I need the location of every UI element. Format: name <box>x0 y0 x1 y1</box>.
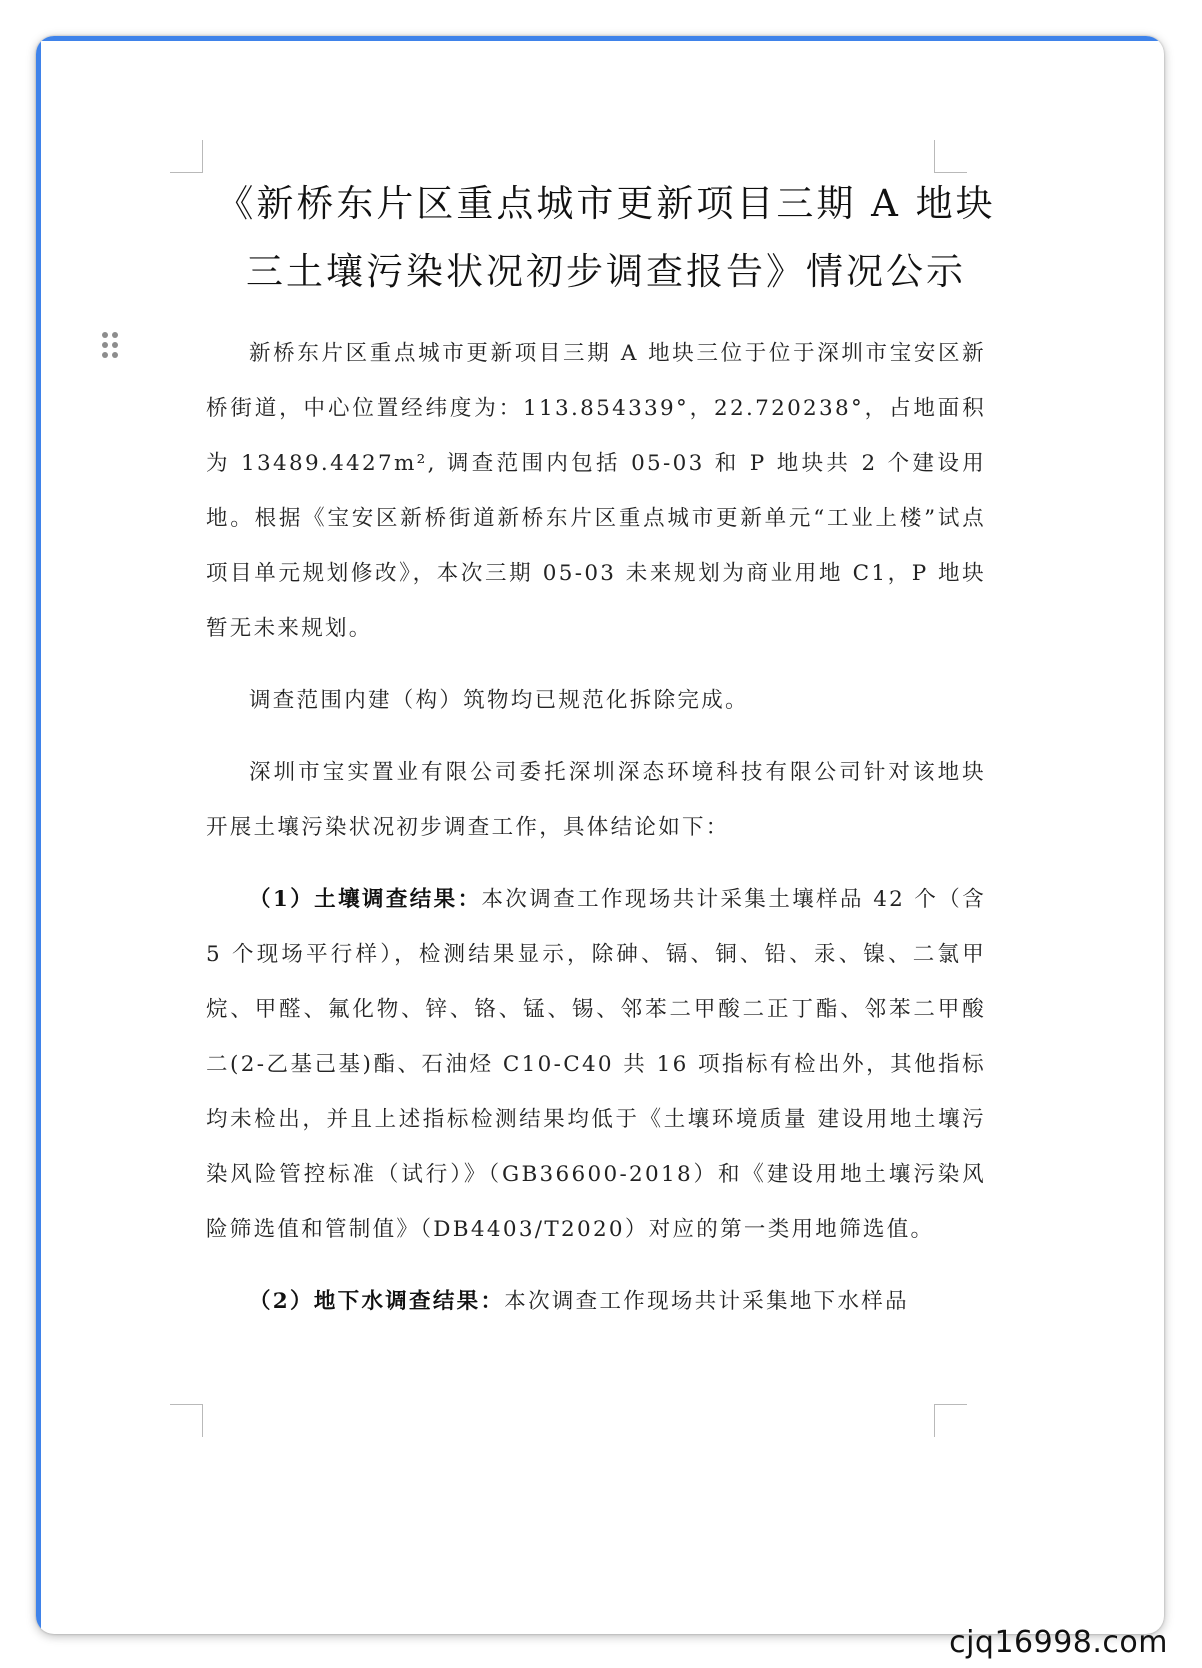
document-body <box>206 326 986 1346</box>
drag-handle-icon[interactable] <box>102 332 124 366</box>
title-line-2: 三土壤污染状况初步调查报告》情况公示 <box>246 250 966 293</box>
crop-mark-bottom-left <box>170 1404 203 1437</box>
paragraph-groundwater-results <box>206 1274 986 1329</box>
paragraph-commission-text: 深圳市宝实置业有限公司委托深圳深态环境科技有限公司针对该地块开展土壤污染状况初步调查工作，具体结论如下： <box>206 760 986 840</box>
document-title <box>176 170 1036 306</box>
soil-results-heading: （1）土壤调查结果： <box>249 887 482 912</box>
groundwater-results-text: 本次调查工作现场共计采集地下水样品 <box>504 1289 909 1314</box>
watermark-text: cjq16998.com <box>949 1625 1168 1660</box>
paragraph-demolition <box>206 673 986 728</box>
groundwater-results-heading: （2）地下水调查结果： <box>249 1289 505 1314</box>
paragraph-commission <box>206 745 986 855</box>
crop-mark-bottom-right <box>934 1404 967 1437</box>
crop-mark-top-left <box>170 140 203 173</box>
page-accent-top-border <box>36 36 1164 41</box>
paragraph-location-text: 新桥东片区重点城市更新项目三期 A 地块三位于位于深圳市宝安区新桥街道，中心位置经纬度为：113.854339°，22.720238°，占地面积为 13489.4427m², 调查范围内包括 05-03 和 P 地块共 2 个建设用地。根据《宝安区新桥街道新桥东片区重点城市更新单元“工业上楼”试点项目单元规划修改》，本次三期 05-03 未来规划为商业用地 C1，P 地块暂无未来规划。 <box>206 341 986 641</box>
soil-results-text: 本次调查工作现场共计采集土壤样品 42 个（含 5 个现场平行样），检测结果显示，除砷、镉、铜、铅、汞、镍、二氯甲烷、甲醛、氟化物、锌、铬、锰、锡、邻苯二甲酸二正丁酯、邻苯二甲酸二(2-乙基己基)酯、石油烃 C10-C40 共 16 项指标有检出外，其他指标均未检出，并且上述指标检测结果均低于《土壤环境质量 建设用地土壤污染风险管控标准（试行）》（GB36600-2018）和《建设用地土壤污染风险筛选值和管制值》（DB4403/T2020）对应的第一类用地筛选值。 <box>206 887 986 1242</box>
page-accent-left-border <box>36 36 41 1634</box>
paragraph-soil-results <box>206 872 986 1257</box>
paragraph-demolition-text: 调查范围内建（构）筑物均已规范化拆除完成。 <box>249 688 749 713</box>
crop-mark-top-right <box>934 140 967 173</box>
title-line-1: 《新桥东片区重点城市更新项目三期 A 地块 <box>216 182 996 225</box>
document-page <box>36 36 1164 1634</box>
paragraph-location <box>206 326 986 656</box>
